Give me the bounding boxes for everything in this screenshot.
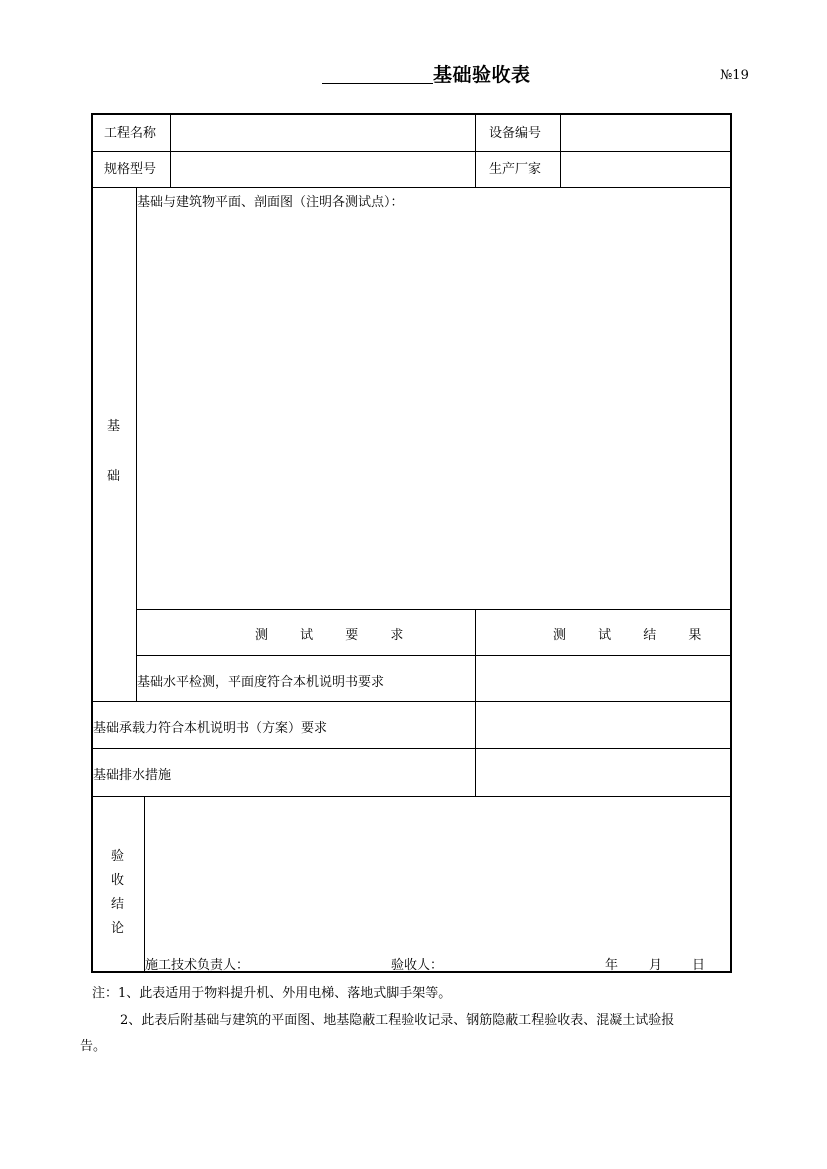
conclusion-side-label: 论 <box>111 921 125 936</box>
date-day: 日 <box>692 958 706 973</box>
test-result-header: 测 试 结 果 <box>553 628 716 643</box>
project-name-label: 工程名称 <box>104 126 157 141</box>
test-item-drainage: 基础排水措施 <box>93 768 172 783</box>
test-item-bearing: 基础承载力符合本机说明书（方案）要求 <box>93 721 328 736</box>
project-name-field[interactable] <box>171 116 474 150</box>
test-item-leveling: 基础水平检测，平面度符合本机说明书要求 <box>137 675 385 690</box>
note-2: 2、此表后附基础与建筑的平面图、地基隐蔽工程验收记录、钢筋隐蔽工程验收表、混凝土试验报 <box>120 1013 675 1028</box>
date-year: 年 <box>605 958 619 973</box>
manufacturer-field[interactable] <box>561 152 731 186</box>
col-divider <box>475 115 476 187</box>
row-divider <box>93 187 732 188</box>
conclusion-side-label: 验 <box>111 849 125 864</box>
page-title: 基础验收表 <box>433 64 531 86</box>
test-result-field[interactable] <box>476 749 731 795</box>
form-number: №19 <box>720 68 749 83</box>
acceptor-label: 验收人： <box>391 958 444 973</box>
conclusion-area[interactable] <box>145 797 731 947</box>
equipment-no-field[interactable] <box>561 116 731 150</box>
acceptance-table <box>91 113 732 973</box>
conclusion-side-label: 收 <box>111 873 125 888</box>
foundation-side-label: 基 <box>107 419 121 434</box>
conclusion-side-label: 结 <box>111 897 125 912</box>
manufacturer-label: 生产厂家 <box>489 162 542 177</box>
tech-lead-label: 施工技术负责人： <box>145 958 250 973</box>
date-month: 月 <box>649 958 663 973</box>
test-requirement-header: 测 试 要 求 <box>255 628 418 643</box>
model-label: 规格型号 <box>104 162 157 177</box>
row-divider <box>136 609 732 610</box>
foundation-side-label: 础 <box>107 469 121 484</box>
title-blank-line <box>322 83 433 84</box>
note-2-continued: 告。 <box>80 1039 107 1054</box>
drawing-area-label: 基础与建筑物平面、剖面图（注明各测试点）： <box>137 195 404 210</box>
test-result-field[interactable] <box>476 656 731 700</box>
equipment-no-label: 设备编号 <box>489 126 542 141</box>
model-field[interactable] <box>171 152 474 186</box>
test-result-field[interactable] <box>476 702 731 747</box>
drawing-area[interactable] <box>137 215 731 607</box>
note-1: 注：1、此表适用于物料提升机、外用电梯、落地式脚手架等。 <box>92 986 452 1001</box>
